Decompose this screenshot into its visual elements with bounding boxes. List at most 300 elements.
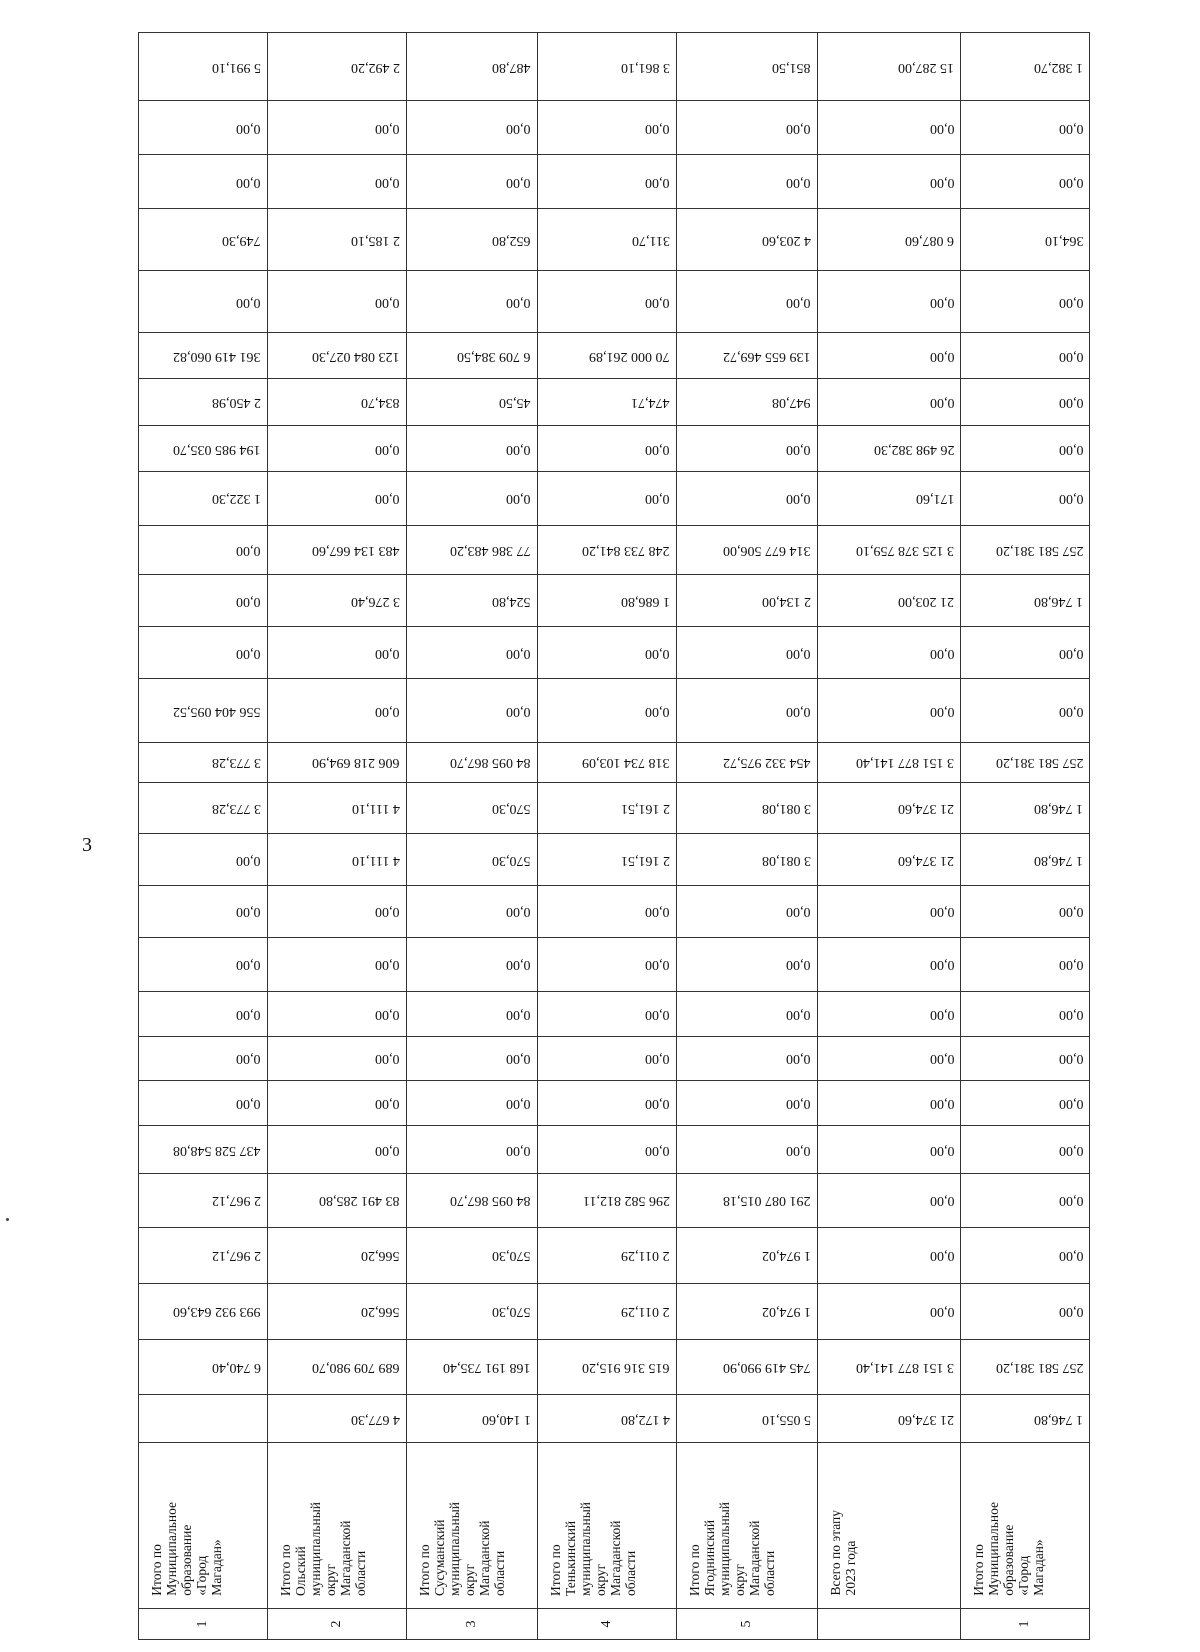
cell-value: 0,00 <box>645 645 670 661</box>
table-cell <box>961 991 1090 1037</box>
table-cell <box>537 1126 676 1174</box>
table-cell <box>406 525 537 575</box>
cell-value: 257 581 381,20 <box>995 755 1083 771</box>
cell-value: 0,00 <box>786 1051 811 1067</box>
table-row <box>139 33 1090 101</box>
cell-value: 0,00 <box>1058 491 1083 507</box>
cell-value: 1 974,02 <box>761 1304 811 1320</box>
cell-value: 1 382,70 <box>1034 59 1083 75</box>
cell-value: 4 203,60 <box>761 232 811 248</box>
row-label: Итого по Ягоднинский муниципальный округ Магаданской области <box>686 1501 777 1596</box>
table-cell <box>676 426 817 472</box>
cell-value: 2 967,12 <box>211 1248 261 1264</box>
table-cell <box>961 378 1090 426</box>
table-cell <box>267 575 406 627</box>
cell-value: 3 773,28 <box>211 800 261 816</box>
row-index-cell <box>817 1608 960 1639</box>
cell-value: 0,00 <box>645 1006 670 1022</box>
table-cell <box>537 101 676 155</box>
cell-value: 0,00 <box>1058 1051 1083 1067</box>
cell-value: 0,00 <box>375 1142 400 1158</box>
table-cell <box>817 679 960 743</box>
cell-value: 0,00 <box>929 1193 955 1209</box>
cell-value: 26 498 382,30 <box>873 441 955 457</box>
table-cell <box>406 378 537 426</box>
table-cell <box>676 679 817 743</box>
table-cell <box>537 1339 676 1395</box>
table-cell <box>537 1037 676 1080</box>
cell-value: 4 172,80 <box>620 1411 670 1427</box>
table-cell <box>267 333 406 379</box>
cell-value: 0,00 <box>645 904 670 920</box>
cell-value: 0,00 <box>236 1095 261 1111</box>
table-cell <box>961 1339 1090 1395</box>
table-cell <box>961 886 1090 938</box>
table-cell <box>817 525 960 575</box>
cell-value: 70 000 261,89 <box>589 348 670 364</box>
table-cell <box>139 1126 268 1174</box>
cell-value: 2 492,20 <box>350 59 400 75</box>
table-cell <box>139 101 268 155</box>
table-cell <box>139 333 268 379</box>
cell-value: 21 374,60 <box>898 1411 955 1427</box>
cell-value: 0,00 <box>929 1095 955 1111</box>
cell-value: 454 332 975,72 <box>723 755 811 771</box>
cell-value: 556 404 095,52 <box>173 703 261 719</box>
table-cell <box>817 471 960 525</box>
row-label: Всего по этапу 2023 года <box>827 1510 858 1596</box>
cell-value: 0,00 <box>1058 174 1083 190</box>
table-cell <box>139 627 268 679</box>
table-cell <box>139 1227 268 1283</box>
cell-value: 0,00 <box>645 120 670 136</box>
table-row <box>139 333 1090 379</box>
table-cell <box>139 155 268 209</box>
row-index: 1 <box>194 1620 210 1628</box>
cell-value: 0,00 <box>1058 957 1083 973</box>
table-cell <box>676 1126 817 1174</box>
cell-value: 0,00 <box>786 441 811 457</box>
table-cell <box>267 271 406 333</box>
cell-value: 0,00 <box>786 904 811 920</box>
table-cell <box>676 575 817 627</box>
cell-value: 570,30 <box>492 1304 531 1320</box>
row-label: Итого по Сусуманский муниципальный округ Магаданской области <box>416 1501 507 1596</box>
table-cell <box>537 271 676 333</box>
table-cell <box>817 378 960 426</box>
cell-value: 0,00 <box>236 593 261 609</box>
cell-value: 0,00 <box>1058 1304 1083 1320</box>
cell-value: 993 932 643,60 <box>173 1304 261 1320</box>
table-cell <box>817 886 960 938</box>
table-row <box>139 743 1090 782</box>
table-cell <box>406 101 537 155</box>
cell-value: 0,00 <box>645 491 670 507</box>
table-cell <box>139 679 268 743</box>
cell-value: 21 203,00 <box>898 593 955 609</box>
cell-value: 0,00 <box>506 1006 531 1022</box>
table-cell <box>676 1037 817 1080</box>
table-cell <box>267 426 406 472</box>
table-cell <box>139 208 268 270</box>
row-index: 4 <box>598 1620 614 1628</box>
table-cell <box>961 937 1090 991</box>
cell-value: 0,00 <box>375 703 400 719</box>
cell-value: 615 316 915,20 <box>582 1359 670 1375</box>
table-cell <box>537 679 676 743</box>
table-cell <box>537 575 676 627</box>
table-cell <box>961 208 1090 270</box>
table-cell <box>961 627 1090 679</box>
row-index-cell <box>267 1608 406 1639</box>
cell-value: 0,00 <box>1058 645 1083 661</box>
table-cell <box>537 33 676 101</box>
cell-value: 361 419 060,82 <box>173 348 261 364</box>
table-cell <box>817 155 960 209</box>
cell-value: 3 081,08 <box>761 852 811 868</box>
cell-value: 0,00 <box>929 957 955 973</box>
table-cell <box>817 101 960 155</box>
table-row <box>139 155 1090 209</box>
cell-value: 0,00 <box>236 174 261 190</box>
table-row <box>139 1283 1090 1339</box>
cell-value: 0,00 <box>645 1095 670 1111</box>
table-cell <box>961 1173 1090 1227</box>
table-cell <box>961 782 1090 834</box>
table-cell <box>676 1339 817 1395</box>
cell-value: 0,00 <box>929 174 955 190</box>
row-label: Итого по Муниципальное образование «Город Магадан» <box>149 1502 224 1596</box>
cell-value: 291 087 015,18 <box>723 1193 811 1209</box>
cell-value: 0,00 <box>645 957 670 973</box>
table-cell <box>537 991 676 1037</box>
table-cell <box>267 991 406 1037</box>
cell-value: 0,00 <box>1058 1248 1083 1264</box>
row-label-cell <box>676 1443 817 1609</box>
table-cell <box>406 333 537 379</box>
table-row <box>139 208 1090 270</box>
table-cell <box>406 627 537 679</box>
cell-value: 0,00 <box>375 645 400 661</box>
cell-value: 296 582 812,11 <box>582 1193 670 1209</box>
cell-value: 566,20 <box>361 1248 400 1264</box>
row-index: 1 <box>1017 1620 1033 1628</box>
table-cell <box>267 1173 406 1227</box>
cell-value: 0,00 <box>506 1051 531 1067</box>
table-cell <box>406 1339 537 1395</box>
cell-value: 0,00 <box>1058 348 1083 364</box>
table-cell <box>817 575 960 627</box>
cell-value: 45,50 <box>499 395 531 411</box>
row-index-cell <box>961 1608 1090 1639</box>
header-name-row <box>139 1443 1090 1609</box>
row-index-cell <box>139 1608 268 1639</box>
row-index-cell <box>676 1608 817 1639</box>
cell-value: 2 161,51 <box>620 852 670 868</box>
table-cell <box>961 834 1090 886</box>
table-cell <box>537 1173 676 1227</box>
table-cell <box>961 101 1090 155</box>
row-label-cell <box>817 1443 960 1609</box>
table-cell <box>406 426 537 472</box>
table-cell <box>676 525 817 575</box>
table-cell <box>676 101 817 155</box>
rotated-data-table <box>138 32 1090 1640</box>
cell-value: 566,20 <box>361 1304 400 1320</box>
row-label-cell <box>961 1443 1090 1609</box>
cell-value: 947,08 <box>772 395 811 411</box>
table-row <box>139 937 1090 991</box>
table-cell <box>406 991 537 1037</box>
cell-value: 0,00 <box>1058 1142 1083 1158</box>
table-cell <box>676 1283 817 1339</box>
table-cell <box>676 208 817 270</box>
cell-value: 2 967,12 <box>211 1193 261 1209</box>
table-cell <box>267 1283 406 1339</box>
cell-value: 311,70 <box>631 232 670 248</box>
table-cell <box>537 333 676 379</box>
cell-value: 168 191 735,40 <box>443 1359 531 1375</box>
table-cell <box>267 937 406 991</box>
table-cell <box>406 1037 537 1080</box>
table-cell <box>537 886 676 938</box>
cell-value: 570,30 <box>492 1248 531 1264</box>
cell-value: 0,00 <box>1058 1193 1083 1209</box>
table-cell <box>267 101 406 155</box>
cell-value: 0,00 <box>929 120 955 136</box>
table-cell <box>676 1173 817 1227</box>
table-cell <box>676 627 817 679</box>
table-cell <box>817 1283 960 1339</box>
table-cell <box>537 937 676 991</box>
table-cell <box>139 991 268 1037</box>
cell-value: 3 276,40 <box>350 593 400 609</box>
row-label-cell <box>406 1443 537 1609</box>
cell-value: 0,00 <box>506 294 531 310</box>
table-cell <box>406 1283 537 1339</box>
cell-value: 5 991,10 <box>211 59 261 75</box>
cell-value: 171,60 <box>915 491 955 507</box>
table-cell <box>267 1227 406 1283</box>
cell-value: 570,30 <box>492 852 531 868</box>
cell-value: 0,00 <box>375 294 400 310</box>
table-cell <box>817 271 960 333</box>
cell-value: 3 125 378 759,10 <box>856 543 955 559</box>
table-cell <box>406 208 537 270</box>
cell-value: 6 087,60 <box>905 232 955 248</box>
cell-value: 3 151 877 141,40 <box>856 1359 955 1375</box>
table-cell <box>267 378 406 426</box>
table-cell <box>267 782 406 834</box>
stray-dot <box>6 1218 9 1221</box>
table-cell <box>406 1126 537 1174</box>
cell-value: 3 151 877 141,40 <box>856 755 955 771</box>
table-cell <box>961 575 1090 627</box>
header-index-row <box>139 1608 1090 1639</box>
table-cell <box>139 937 268 991</box>
cell-value: 2 134,00 <box>761 593 811 609</box>
cell-value: 0,00 <box>236 1006 261 1022</box>
cell-value: 0,00 <box>375 491 400 507</box>
cell-value: 0,00 <box>645 1051 670 1067</box>
table-cell <box>676 271 817 333</box>
cell-value: 0,00 <box>786 1142 811 1158</box>
row-label: Итого по Тенькинский муниципальный округ Магаданской области <box>547 1501 638 1596</box>
table-cell <box>537 426 676 472</box>
table-cell <box>267 743 406 782</box>
table-cell <box>406 679 537 743</box>
cell-value: 4 111,10 <box>351 852 400 868</box>
cell-value: 0,00 <box>786 957 811 973</box>
row-index-cell <box>406 1608 537 1639</box>
cell-value: 0,00 <box>1058 120 1083 136</box>
table-cell <box>267 1395 406 1443</box>
table-cell <box>676 991 817 1037</box>
table-cell <box>139 1339 268 1395</box>
table-cell <box>406 1173 537 1227</box>
table-cell <box>406 743 537 782</box>
table-cell <box>961 1283 1090 1339</box>
cell-value: 0,00 <box>929 703 955 719</box>
cell-value: 0,00 <box>375 957 400 973</box>
cell-value: 0,00 <box>786 294 811 310</box>
table-cell <box>267 886 406 938</box>
table-cell <box>406 1080 537 1126</box>
cell-value: 0,00 <box>1058 904 1083 920</box>
table-cell <box>406 155 537 209</box>
table-cell <box>817 426 960 472</box>
cell-value: 0,00 <box>375 1006 400 1022</box>
table-cell <box>817 208 960 270</box>
cell-value: 1 746,80 <box>1034 800 1083 816</box>
cell-value: 0,00 <box>786 645 811 661</box>
table-cell <box>961 1126 1090 1174</box>
table-cell <box>817 1173 960 1227</box>
cell-value: 6 740,40 <box>211 1359 261 1375</box>
table-cell <box>139 426 268 472</box>
cell-value: 5 055,10 <box>761 1411 811 1427</box>
table-cell <box>961 426 1090 472</box>
cell-value: 1 322,30 <box>211 491 261 507</box>
table-cell <box>817 1395 960 1443</box>
cell-value: 524,80 <box>492 593 531 609</box>
cell-value: 0,00 <box>506 703 531 719</box>
cell-value: 84 095 867,70 <box>450 755 531 771</box>
cell-value: 606 218 694,90 <box>312 755 400 771</box>
table-row <box>139 679 1090 743</box>
table-cell <box>267 1037 406 1080</box>
table-row <box>139 627 1090 679</box>
cell-value: 2 185,10 <box>350 232 400 248</box>
table-cell <box>139 1037 268 1080</box>
cell-value: 0,00 <box>236 1051 261 1067</box>
cell-value: 1 746,80 <box>1034 852 1083 868</box>
table-cell <box>406 937 537 991</box>
table-row <box>139 525 1090 575</box>
table-cell <box>961 1227 1090 1283</box>
cell-value: 123 084 027,30 <box>312 348 400 364</box>
table-cell <box>817 1339 960 1395</box>
table-cell <box>406 575 537 627</box>
cell-value: 77 386 483,20 <box>450 543 531 559</box>
table-cell <box>817 1126 960 1174</box>
table-row <box>139 1126 1090 1174</box>
cell-value: 2 011,29 <box>621 1304 670 1320</box>
table-cell <box>406 1227 537 1283</box>
cell-value: 689 709 980,70 <box>312 1359 400 1375</box>
table-cell <box>676 834 817 886</box>
table-cell <box>267 471 406 525</box>
table-cell <box>676 782 817 834</box>
cell-value: 1 140,60 <box>481 1411 531 1427</box>
table-row <box>139 101 1090 155</box>
table-cell <box>139 743 268 782</box>
row-label-cell <box>537 1443 676 1609</box>
page-number: 3 <box>82 834 92 856</box>
table-row <box>139 782 1090 834</box>
table-cell <box>537 1227 676 1283</box>
row-label-cell <box>267 1443 406 1609</box>
table-cell <box>537 525 676 575</box>
row-label: Итого по Муниципальное образование «Город Магадан» <box>971 1502 1047 1596</box>
table-cell <box>139 1395 268 1443</box>
table-cell <box>139 886 268 938</box>
cell-value: 257 581 381,20 <box>995 543 1083 559</box>
table-cell <box>267 155 406 209</box>
table-cell <box>139 834 268 886</box>
table-cell <box>961 1080 1090 1126</box>
table-cell <box>817 627 960 679</box>
table-cell <box>139 575 268 627</box>
row-index-cell <box>537 1608 676 1639</box>
cell-value: 0,00 <box>375 441 400 457</box>
table-cell <box>676 333 817 379</box>
table-cell <box>537 1080 676 1126</box>
cell-value: 0,00 <box>375 120 400 136</box>
cell-value: 3 861,10 <box>620 59 670 75</box>
row-index: 3 <box>463 1620 479 1628</box>
table-cell <box>537 743 676 782</box>
cell-value: 0,00 <box>645 1142 670 1158</box>
cell-value: 0,00 <box>236 294 261 310</box>
cell-value: 0,00 <box>1058 294 1083 310</box>
row-label: Итого по Ольский муниципальный округ Магаданской области <box>277 1501 368 1596</box>
cell-value: 0,00 <box>645 294 670 310</box>
cell-value: 257 581 381,20 <box>995 1359 1083 1375</box>
cell-value: 364,10 <box>1044 232 1083 248</box>
table-cell <box>267 1080 406 1126</box>
table-cell <box>537 155 676 209</box>
cell-value: 0,00 <box>506 957 531 973</box>
table-row <box>139 426 1090 472</box>
cell-value: 0,00 <box>506 120 531 136</box>
cell-value: 0,00 <box>236 645 261 661</box>
table-cell <box>267 208 406 270</box>
row-label-cell <box>139 1443 268 1609</box>
row-index: 5 <box>738 1620 754 1628</box>
table-cell <box>817 782 960 834</box>
table-cell <box>817 1080 960 1126</box>
table-cell <box>267 627 406 679</box>
row-index: 2 <box>328 1620 344 1628</box>
table-cell <box>537 834 676 886</box>
table-row <box>139 1227 1090 1283</box>
cell-value: 0,00 <box>1058 441 1083 457</box>
table-cell <box>817 33 960 101</box>
table-row <box>139 271 1090 333</box>
cell-value: 21 374,60 <box>898 800 955 816</box>
cell-value: 0,00 <box>236 543 261 559</box>
